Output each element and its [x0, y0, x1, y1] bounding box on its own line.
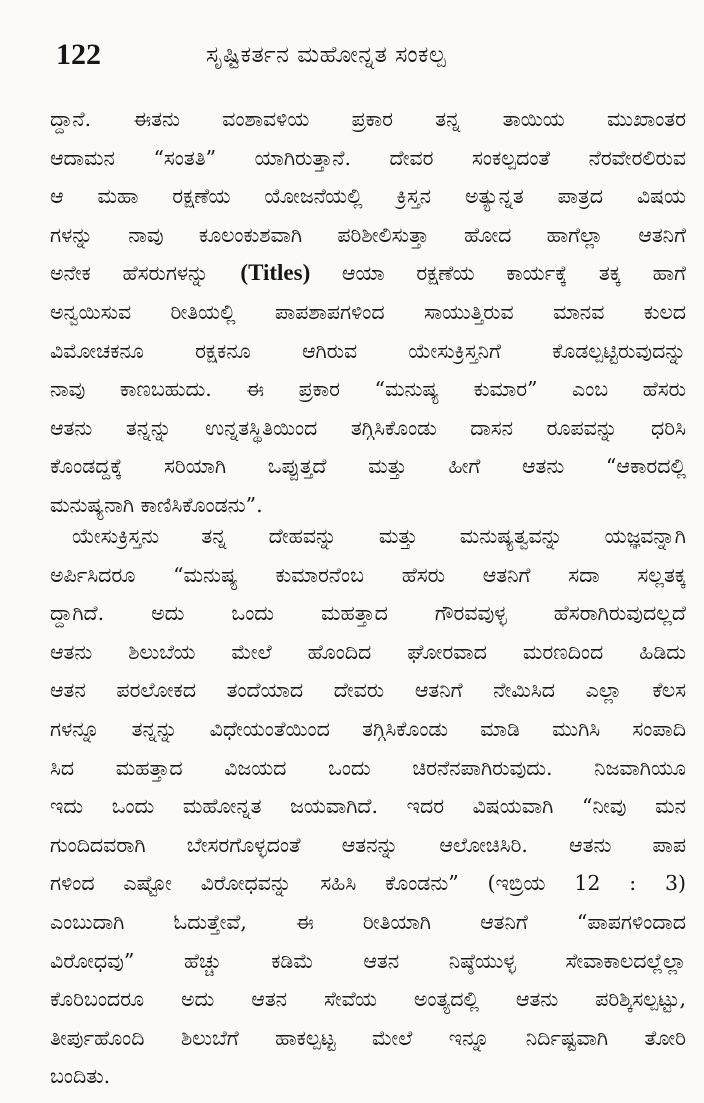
page-header — [56, 38, 664, 78]
text-line: ಆದಾಮನ “ಸಂತತಿ” ಯಾಗಿರುತ್ತಾನೆ. ದೇವರ ಸಂಕಲ್ಪದಂತೆ ನೆರವೇರಲಿರುವ — [50, 145, 686, 170]
text-line: ಇದು ಒಂದು ಮಹೋನ್ನತ ಜಯವಾಗಿದೆ. ಇದರ ವಿಷಯವಾಗಿ “ನೀವು ಮನ — [50, 794, 686, 819]
text-line: ಅನೇಕ ಹೆಸರುಗಳನ್ನು (Titles) ಆಯಾ ರಕ್ಷಣೆಯ ಕಾರ್ಯಕ್ಕೆ ತಕ್ಕ ಹಾಗೆ — [50, 260, 686, 286]
text-line: ಗಳಿಂದ ಎಷ್ಟೋ ವಿರೋಧವನ್ನು ಸಹಿಸಿ ಕೊಂಡನು” (ಇಬ್ರಿಯ 12 : 3) — [50, 871, 686, 896]
text-line: ಸಿದ ಮಹತ್ತಾದ ವಿಜಯದ ಒಂದು ಚಿರನೆನಪಾಗಿರುವುದು. ನಿಜವಾಗಿಯೂ — [50, 755, 686, 780]
text-line: ಆ ಮಹಾ ರಕ್ಷಣೆಯ ಯೋಜನೆಯಲ್ಲಿ ಕ್ರಿಸ್ತನ ಅತ್ಯುನ್ನತ ಪಾತ್ರದ ವಿಷಯ — [50, 184, 686, 209]
text-line: ವಿಮೋಚಕನೂ ರಕ್ಷಕನೂ ಆಗಿರುವ ಯೇಸುಕ್ರಿಸ್ತನಿಗೆ ಕೊಡಲ್ಪಟ್ಟಿರುವುದನ್ನು — [50, 338, 686, 363]
text-line: ತೀರ್ಪುಹೊಂದಿ ಶಿಲುಬೆಗೆ ಹಾಕಲ್ಪಟ್ಟ ಮೇಲೆ ಇನ್ನೂ ನಿರ್ದಿಷ್ಟವಾಗಿ ತೋರಿ — [50, 1025, 686, 1050]
paragraph — [50, 517, 686, 1096]
text-line: ಯೇಸುಕ್ರಿಸ್ತನು ತನ್ನ ದೇಹವನ್ನು ಮತ್ತು ಮನುಷ್ಯತ್ವವನ್ನು ಯಜ್ಞವನ್ನಾಗಿ — [72, 524, 686, 548]
text-line: ಆತನು ತನ್ನನ್ನು ಉನ್ನತಸ್ಥಿತಿಯಿಂದ ತಗ್ಗಿಸಿಕೊಂಡು ದಾಸನ ರೂಪವನ್ನು ಧರಿಸಿ — [50, 415, 686, 440]
running-title: ಸೃಷ್ಟಿಕರ್ತನ ಮಹೋನ್ನತ ಸಂಕಲ್ಪ — [206, 42, 447, 68]
text-line: ಅನ್ವಯಿಸುವ ರೀತಿಯಲ್ಲಿ ಪಾಪಶಾಪಗಳಿಂದ ಸಾಯುತ್ತಿರುವ ಮಾನವ ಕುಲದ — [50, 299, 686, 324]
page-number: 122 — [56, 38, 101, 71]
text-line: ಗುಂದಿದವರಾಗಿ ಬೇಸರಗೊಳ್ಳದಂತೆ ಆತನನ್ನು ಆಲೋಚಿಸಿರಿ. ಆತನು ಪಾಪ — [50, 832, 686, 857]
text-line: ಆತನು ಶಿಲುಬೆಯ ಮೇಲೆ ಹೊಂದಿದ ಘೋರವಾದ ಮರಣದಿಂದ ಹಿಡಿದು — [50, 639, 686, 664]
text-line: ಬಂದಿತು. — [50, 1064, 111, 1089]
text-line: ಆತನ ಪರಲೋಕದ ತಂದೆಯಾದ ದೇವರು ಆತನಿಗೆ ನೇಮಿಸಿದ ಎಲ್ಲಾ ಕೆಲಸ — [50, 678, 686, 703]
text-line: ಕೊಂಡದ್ದಕ್ಕೆ ಸರಿಯಾಗಿ ಒಪ್ಪುತ್ತದೆ ಮತ್ತು ಹೀಗೆ ಆತನು “ಆಕಾರದಲ್ಲಿ — [50, 454, 686, 479]
text-line: ದ್ದಾಗಿದೆ. ಅದು ಒಂದು ಮಹತ್ತಾದ ಗೌರವವುಳ್ಳ ಹೆಸರಾಗಿರುವುದಲ್ಲದೆ — [50, 601, 686, 626]
text-line: ಮನುಷ್ಯನಾಗಿ ಕಾಣಿಸಿಕೊಂಡನು”. — [50, 492, 263, 517]
text-line: ಗಳನ್ನು ನಾವು ಕೂಲಂಕುಶವಾಗಿ ಪರಿಶೀಲಿಸುತ್ತಾ ಹೋದ ಹಾಗೆಲ್ಲಾ ಆತನಿಗೆ — [50, 222, 686, 247]
text-line: ಗಳನ್ನೂ ತನ್ನನ್ನು ವಿಧೇಯಂತೆಯಿಂದ ತಗ್ಗಿಸಿಕೊಂಡು ಮಾಡಿ ಮುಗಿಸಿ ಸಂಪಾದಿ — [50, 716, 686, 741]
text-line: ಎಂಬುದಾಗಿ ಓದುತ್ತೇವೆ, ಈ ರೀತಿಯಾಗಿ ಆತನಿಗೆ “ಪಾಪಗಳಿಂದಾದ — [50, 909, 686, 934]
text-line: ನಾವು ಕಾಣಬಹುದು. ಈ ಪ್ರಕಾರ “ಮನುಷ್ಯ ಕುಮಾರ” ಎಂಬ ಹೆಸರು — [50, 377, 686, 402]
paragraph — [50, 100, 686, 525]
text-line: ಅರ್ಪಿಸಿದರೂ “ಮನುಷ್ಯ ಕುಮಾರನೆಂಬ ಹೆಸರು ಆತನಿಗೆ ಸದಾ ಸಲ್ಲತಕ್ಕ — [50, 562, 686, 587]
text-line: ದ್ದಾನೆ. ಈತನು ವಂಶಾವಳಿಯ ಪ್ರಕಾರ ತನ್ನ ತಾಯಿಯ ಮುಖಾಂತರ — [50, 107, 686, 131]
text-line: ಕೊರಿಬಂದರೂ ಅದು ಆತನ ಸೇವೆಯ ಅಂತ್ಯದಲ್ಲಿ ಆತನು ಪರಿಶ್ಕಿಸಲ್ಪಟ್ಟು, — [50, 987, 686, 1012]
text-line: ವಿರೋಧವು” ಹೆಚ್ಚು ಕಡಿಮೆ ಆತನ ನಿಷ್ಠೆಯುಳ್ಳ ಸೇವಾಕಾಲದಲ್ಲೆಲ್ಲಾ — [50, 948, 686, 973]
